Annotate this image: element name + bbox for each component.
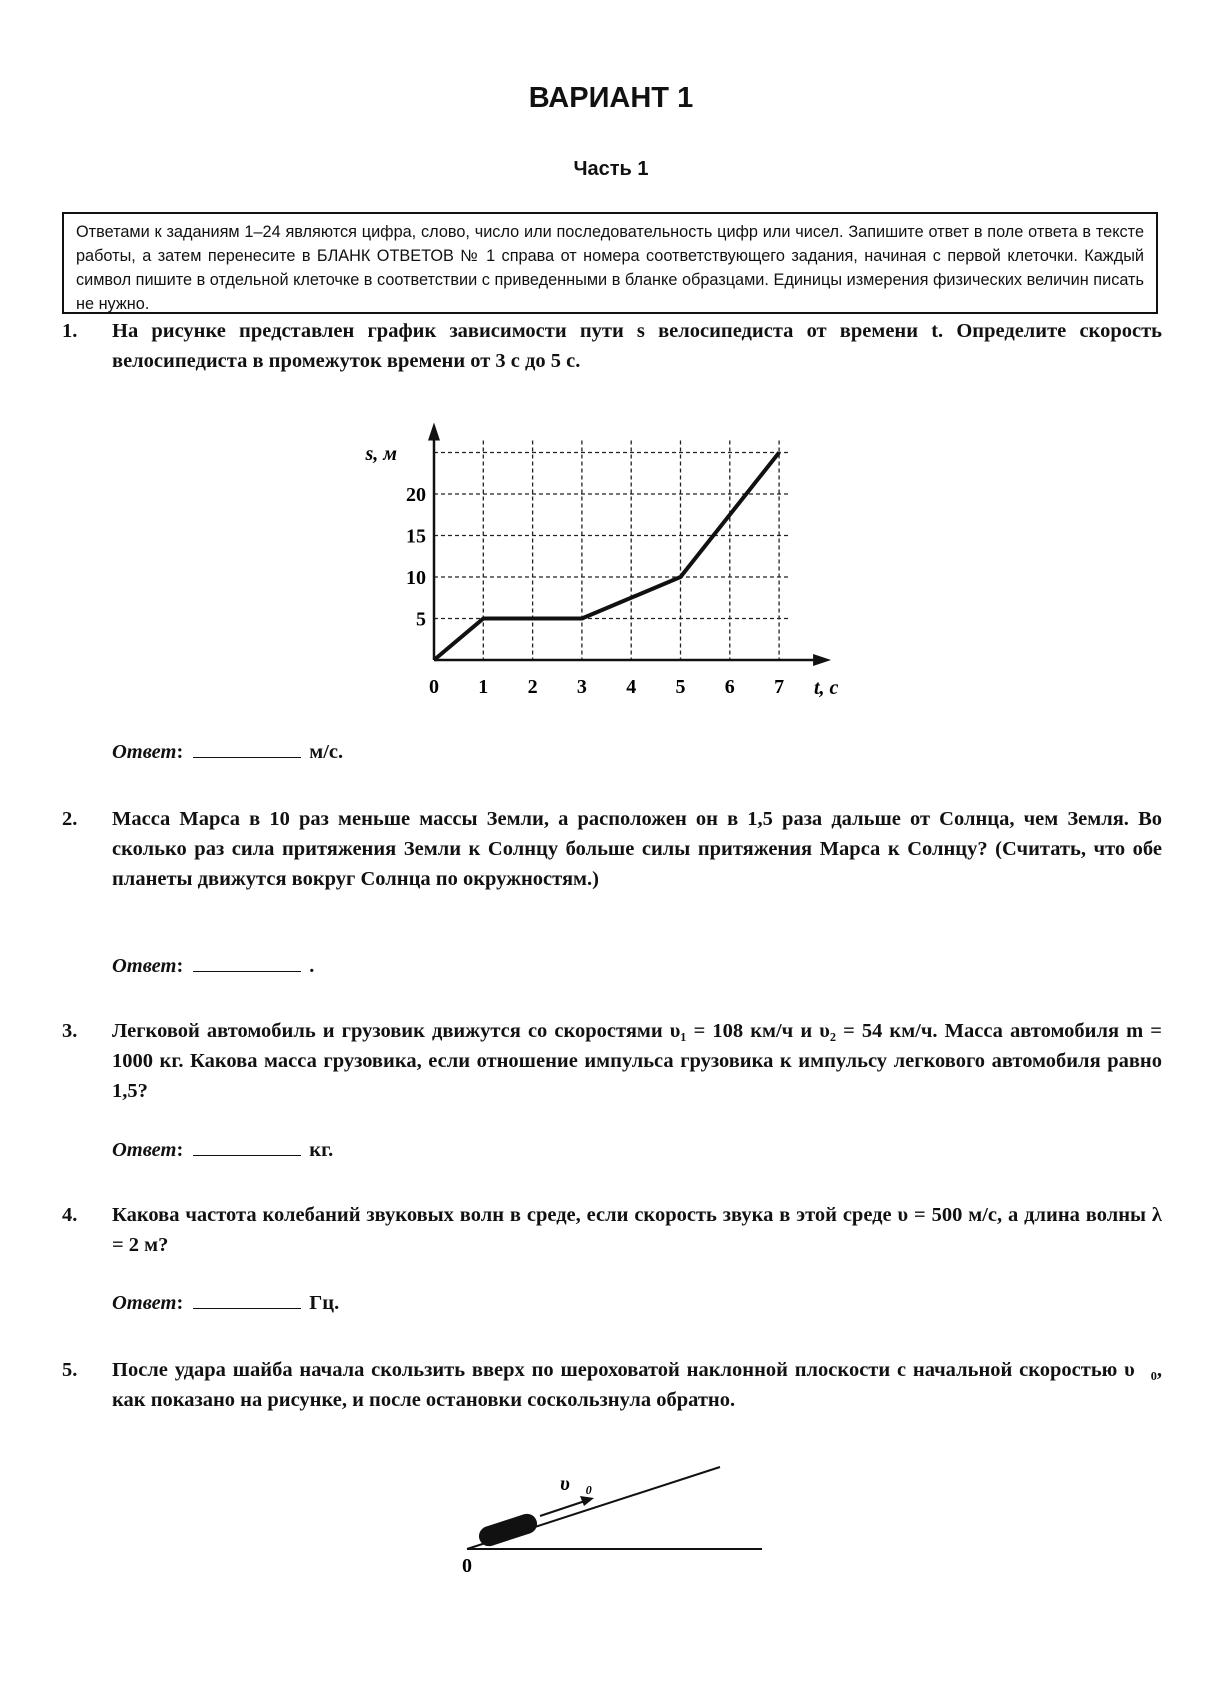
velocity-arrow	[540, 1500, 588, 1516]
x-tick-label: 0	[429, 676, 439, 698]
task-2	[62, 804, 1162, 894]
path-time-chart	[330, 420, 850, 710]
answer-unit: .	[309, 955, 315, 977]
chart-series	[434, 453, 779, 661]
series-line	[434, 453, 779, 661]
y-tick-label: 5	[416, 608, 426, 631]
answer-unit: кг.	[309, 1139, 334, 1161]
task-4	[62, 1200, 1162, 1260]
chart-y-label: s, м	[365, 443, 397, 465]
incline-figure	[450, 1450, 770, 1580]
answer-4: Ответ: Гц.	[112, 1288, 339, 1315]
y-axis-arrow	[428, 423, 440, 441]
answer-3: Ответ: кг.	[112, 1135, 333, 1162]
answer-label: Ответ	[112, 955, 177, 977]
task-text: На рисунке представлен график зависимости пути s велосипедиста от времени t. Определите скорость велосипедиста в промежуток времени от 3 с до 5 с.	[112, 320, 1162, 372]
answer-1: Ответ: м/с.	[112, 737, 343, 764]
task-number: 4.	[62, 1204, 78, 1226]
answer-blank[interactable]	[193, 737, 301, 758]
task-1	[62, 316, 1162, 376]
answer-blank[interactable]	[193, 1135, 301, 1156]
task-text: Легковой автомобиль и грузовик движутся со скоростями υ₁ = 108 км/ч и υ₂ = 54 км/ч. Масса автомобиля m = 1000 кг. Какова масса грузовика, если отношение импульса грузовика к импульсу легкового автомобиля равно 1,5?	[112, 1020, 1162, 1102]
answer-unit: Гц.	[309, 1292, 340, 1314]
x-tick-label: 6	[724, 676, 735, 698]
answer-label: Ответ	[112, 1139, 177, 1161]
task-text: Масса Марса в 10 раз меньше массы Земли, а расположен он в 1,5 раза дальше от Солнца, чем Земля. Во сколько раз сила притяжения Земли к Солнцу больше силы притяжения Марса к Солнцу? (Считать, что обе планеты движутся вокруг Солнца по окружностям.)	[112, 808, 1162, 890]
puck	[476, 1511, 539, 1549]
answer-label: Ответ	[112, 1292, 177, 1314]
x-tick-label: 5	[675, 676, 686, 698]
task-3	[62, 1016, 1162, 1106]
y-tick-label: 10	[406, 567, 426, 589]
task-number: 5.	[62, 1359, 78, 1381]
task-number: 3.	[62, 1020, 78, 1042]
instructions-box: Ответами к заданиям 1–24 являются цифра, слово, число или последовательность цифр или чисел. Запишите ответ в поле ответа в тексте работы, а затем перенесите в БЛАНК ОТВЕТОВ № 1 справа от номера соответствующего задания, начиная с первой клеточки. Каждый символ пишите в отдельной клеточке в соответствии с приведенными в бланке образцами. Единицы измерения физических величин писать не нужно.	[62, 212, 1158, 314]
x-axis-arrow	[813, 654, 831, 666]
part-title: Часть 1	[573, 158, 649, 180]
x-tick-label: 1	[478, 676, 489, 698]
x-tick-label: 7	[774, 676, 785, 698]
x-tick-label: 4	[626, 676, 637, 698]
chart-grid	[434, 441, 789, 661]
task-number: 2.	[62, 808, 78, 830]
chart-x-label: t, с	[814, 677, 839, 699]
answer-blank[interactable]	[193, 951, 301, 972]
task-5	[62, 1355, 1162, 1415]
y-tick-label: 20	[406, 484, 426, 506]
chart-axes	[428, 423, 831, 667]
velocity-label: υ⃗₀	[560, 1473, 593, 1495]
answer-label: Ответ	[112, 741, 177, 763]
x-tick-label: 2	[527, 676, 538, 698]
y-tick-label: 15	[406, 525, 426, 548]
answer-2: Ответ: .	[112, 951, 314, 978]
origin-label: 0	[462, 1555, 472, 1577]
velocity-arrowhead	[580, 1496, 594, 1506]
answer-blank[interactable]	[193, 1288, 301, 1309]
task-text: После удара шайба начала скользить вверх по шероховатой наклонной плоскости с начальной скоростью υ⃗₀, как показано на рисунке, и после остановки соскользнула обратно.	[112, 1359, 1162, 1411]
x-tick-label: 3	[576, 676, 587, 698]
variant-title: ВАРИАНТ 1	[528, 82, 694, 114]
task-number: 1.	[62, 320, 78, 342]
task-text: Какова частота колебаний звуковых волн в среде, если скорость звука в этой среде υ = 500 м/с, а длина волны λ = 2 м?	[112, 1204, 1162, 1256]
answer-unit: м/с.	[309, 741, 344, 763]
